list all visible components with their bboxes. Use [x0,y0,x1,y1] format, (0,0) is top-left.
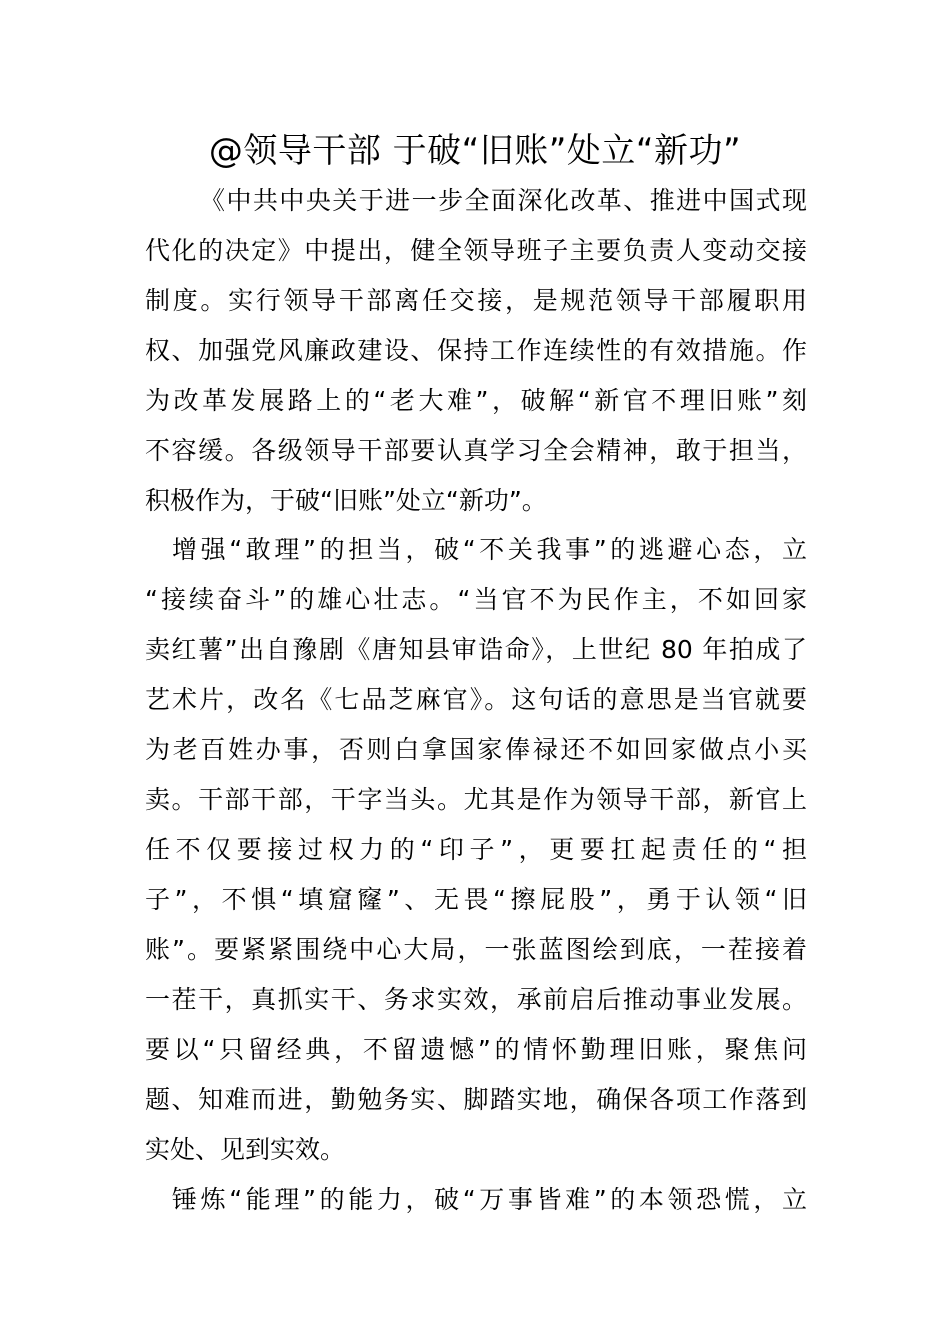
paragraph-line: 为老百姓办事，否则白拿国家俸禄还不如回家做点小买 [145,735,807,764]
paragraph-line: 艺术片，改名《七品芝麻官》。这句话的意思是当官就要 [145,685,807,714]
paragraph-line: 账”。要紧紧围绕中心大局，一张蓝图绘到底，一茬接着 [145,935,807,964]
paragraph-line: 代化的决定》中提出，健全领导班子主要负责人变动交接 [145,236,807,265]
paragraph-line: 任不仅要接过权力的“印子”，更要扛起责任的“担 [145,835,807,864]
paragraph-line: 权、加强党风廉政建设、保持工作连续性的有效措施。作 [145,336,807,365]
paragraph-line: 锤炼“能理”的能力，破“万事皆难”的本领恐慌，立 [172,1185,807,1214]
document-title: @领导干部 于破“旧账”处立“新功” [208,131,742,171]
paragraph-line: 子”，不惧“填窟窿”、无畏“擦屁股”，勇于认领“旧 [145,885,807,914]
paragraph-line: 卖红薯”出自豫剧《唐知县审诰命》，上世纪 80 年拍成了 [145,635,807,664]
paragraph-line: 为改革发展路上的“老大难”，破解“新官不理旧账”刻 [145,386,807,415]
paragraph-line: 积极作为，于破“旧账”处立“新功”。 [145,486,547,515]
paragraph-line: 不容缓。各级领导干部要认真学习全会精神，敢于担当， [145,436,807,465]
paragraph-line: 制度。实行领导干部离任交接，是规范领导干部履职用 [145,286,807,315]
paragraph-line: 卖。干部干部，干字当头。尤其是作为领导干部，新官上 [145,785,807,814]
paragraph-line: 实处、见到实效。 [145,1135,346,1164]
paragraph-line: 要以“只留经典，不留遗憾”的情怀勤理旧账，聚焦问 [145,1035,807,1064]
paragraph-line: “接续奋斗”的雄心壮志。“当官不为民作主，不如回家 [145,585,807,614]
paragraph-line: 《中共中央关于进一步全面深化改革、推进中国式现 [200,186,807,215]
paragraph-line: 一茬干，真抓实干、务求实效，承前启后推动事业发展。 [145,985,807,1014]
paragraph-line: 增强“敢理”的担当，破“不关我事”的逃避心态，立 [172,535,807,564]
paragraph-line: 题、知难而进，勤勉务实、脚踏实地，确保各项工作落到 [145,1085,807,1114]
